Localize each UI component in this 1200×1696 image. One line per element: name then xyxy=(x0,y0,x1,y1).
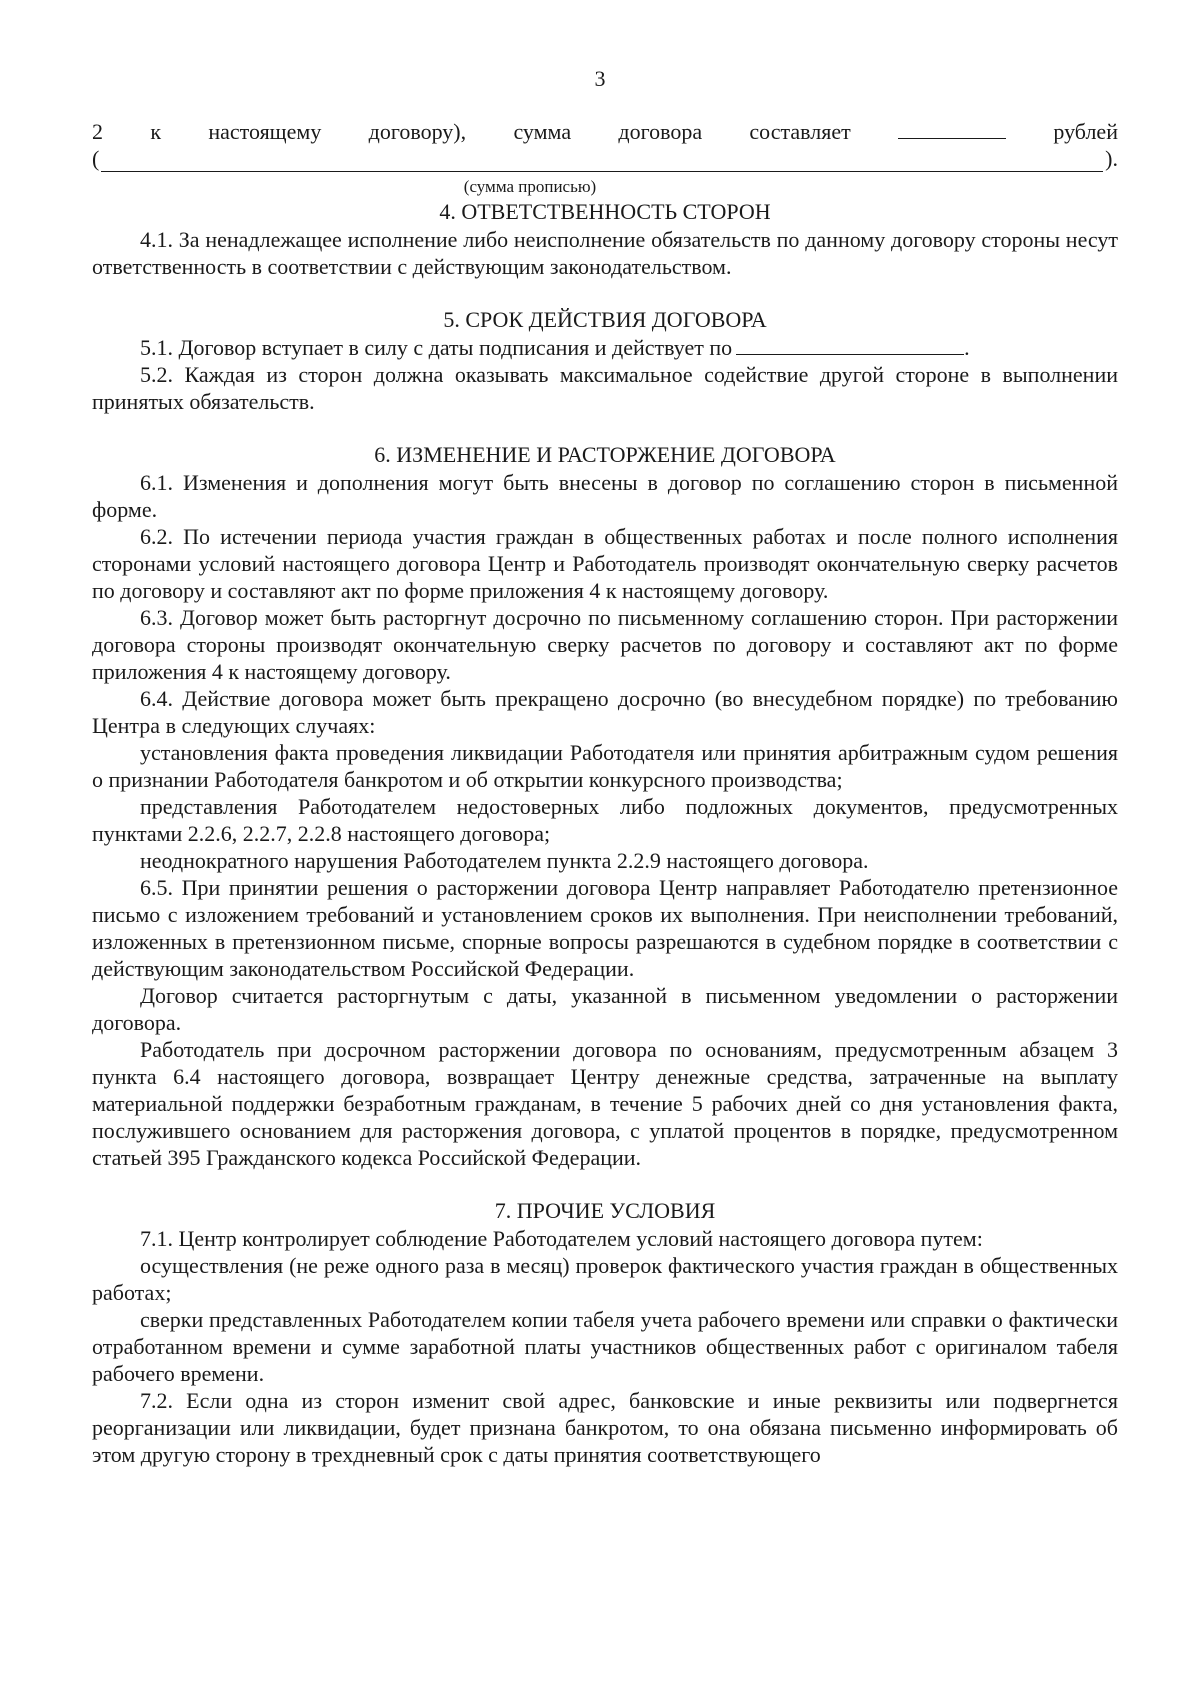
clause-6-5-refund: Работодатель при досрочном расторжении договора по основаниям, предусмотренным абзацем 3 пункта 6.4 настоящего договора, возвращает Центру денежные средства, затраченные на выплату материальной поддержки безработным гражданам, в течение 5 рабочих дней со дня установления факта, послужившего основанием для расторжения договора, с уплатой процентов в порядке, предусмотренном статьей 395 Гражданского кодекса Российской Федерации. xyxy=(92,1037,1118,1170)
intro-word: договору), xyxy=(368,119,467,144)
open-paren: ( xyxy=(92,146,100,171)
section-6-title: 6. ИЗМЕНЕНИЕ И РАСТОРЖЕНИЕ ДОГОВОРА xyxy=(374,442,836,467)
spacer xyxy=(92,1171,1118,1197)
sum-in-words-line xyxy=(92,145,1118,172)
clause-6-5-termination: Договор считается расторгнутым с даты, указанной в письменном уведомлении о расторжении договора. xyxy=(92,983,1118,1035)
spacer xyxy=(92,415,1118,441)
clause-5-1 xyxy=(92,334,1118,361)
contract-sum-line xyxy=(92,118,1118,145)
clause-6-4-case-1: установления факта проведения ликвидации Работодателя или принятия арбитражным судом решения о признании Работодателя банкротом и об открытии конкурсного производства; xyxy=(92,740,1118,792)
intro-word: настоящему xyxy=(208,119,322,144)
intro-word: 2 xyxy=(92,119,103,144)
clause-5-1-end: . xyxy=(964,335,970,360)
intro-word: к xyxy=(150,119,162,144)
clause-6-3: 6.3. Договор может быть расторгнут досрочно по письменному соглашению сторон. При расторжении договора стороны производят окончательную сверку расчетов по договору и составляют акт по форме приложения 4 к настоящему договору. xyxy=(92,605,1118,684)
spacer xyxy=(92,280,1118,306)
clause-5-1-text: 5.1. Договор вступает в силу с даты подписания и действует по xyxy=(140,335,733,360)
clause-6-4: 6.4. Действие договора может быть прекращено досрочно (во внесудебном порядке) по требованию Центра в следующих случаях: xyxy=(92,686,1118,738)
clause-6-1: 6.1. Изменения и дополнения могут быть внесены в договор по соглашению сторон в письменной форме. xyxy=(92,470,1118,522)
intro-word: договора xyxy=(618,119,703,144)
intro-word: составляет xyxy=(749,119,851,144)
term-end-blank xyxy=(736,334,964,355)
sum-caption: (сумма прописью) xyxy=(463,177,597,196)
currency-word: рублей xyxy=(1053,119,1118,144)
section-5-title: 5. СРОК ДЕЙСТВИЯ ДОГОВОРА xyxy=(443,307,767,332)
clause-7-1-item-1: осуществления (не реже одного раза в месяц) проверок фактического участия граждан в общественных работах; xyxy=(92,1253,1118,1305)
clause-6-2: 6.2. По истечении периода участия граждан в общественных работах и после полного исполнения сторонами условий настоящего договора Центр и Работодатель производят окончательную сверку расчетов по договору и составляют акт по форме приложения 4 к настоящему договору. xyxy=(92,524,1118,603)
clause-4-1: 4.1. За ненадлежащее исполнение либо неисполнение обязательств по данному договору стороны несут ответственность в соответствии с действующим законодательством. xyxy=(92,227,1118,279)
clause-6-4-case-2: представления Работодателем недостоверных либо подложных документов, предусмотренных пунктами 2.2.6, 2.2.7, 2.2.8 настоящего договора; xyxy=(92,794,1118,846)
clause-7-1: 7.1. Центр контролирует соблюдение Работодателем условий настоящего договора путем: xyxy=(140,1226,983,1251)
clause-6-4-case-3: неоднократного нарушения Работодателем пункта 2.2.9 настоящего договора. xyxy=(140,848,869,873)
clause-7-2: 7.2. Если одна из сторон изменит свой адрес, банковские и иные реквизиты или подвергнется реорганизации или ликвидации, будет признана банкротом, то она обязана письменно информировать об этом другую сторону в трехдневный срок с даты принятия соответствующего xyxy=(92,1388,1118,1467)
intro-word: сумма xyxy=(513,119,572,144)
document-body xyxy=(92,118,1118,1468)
clause-6-5: 6.5. При принятии решения о расторжении договора Центр направляет Работодателю претензионное письмо с изложением требований и установлением сроков их выполнения. При неисполнении требований, изложенных в претензионном письме, спорные вопросы разрешаются в судебном порядке в соответствии с действующим законодательством Российской Федерации. xyxy=(92,875,1118,981)
sum-amount-blank xyxy=(898,118,1006,139)
section-7-title: 7. ПРОЧИЕ УСЛОВИЯ xyxy=(494,1198,716,1223)
sum-in-words-blank xyxy=(101,149,1103,172)
section-4-title: 4. ОТВЕТСТВЕННОСТЬ СТОРОН xyxy=(439,199,771,224)
close-paren: ). xyxy=(1105,146,1118,171)
clause-5-2: 5.2. Каждая из сторон должна оказывать максимальное содействие другой стороне в выполнении принятых обязательств. xyxy=(92,362,1118,414)
clause-7-1-item-2: сверки представленных Работодателем копии табеля учета рабочего времени или справки о фактически отработанном времени и сумме заработной платы участников общественных работ с оригиналом табеля рабочего времени. xyxy=(92,1307,1118,1386)
page-number: 3 xyxy=(594,66,606,91)
